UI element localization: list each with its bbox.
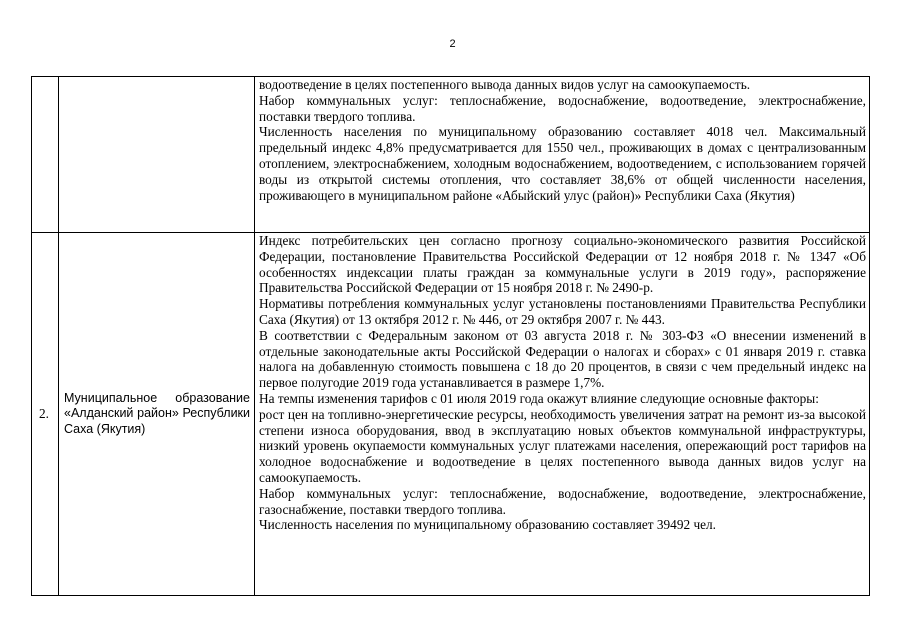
description-paragraph: водоотведение в целях постепенного вывода данных видов услуг на самоокупаемость. xyxy=(259,77,751,92)
municipality-cell xyxy=(59,233,255,596)
description-cell xyxy=(255,233,870,596)
description-paragraph: На темпы изменения тарифов с 01 июля 2019 года окажут влияние следующие основные факторы: xyxy=(259,390,819,406)
description-paragraph: Нормативы потребления коммунальных услуг установлены постановлениями Правительства Республики Саха (Якутия) от 13 октября 2012 г. № 446, от 29 октября 2007 г. № 443. xyxy=(259,296,866,327)
description-paragraph: Набор коммунальных услуг: теплоснабжение, водоснабжение, водоотведение, электроснабжение, газоснабжение, поставки твердого топлива. xyxy=(259,485,866,517)
description-paragraph: Численность населения по муниципальному образованию составляет 4018 чел. Максимальный предельный индекс 4,8% предусматривается для 1550 чел., проживающих в домах с централизованным отоплением, электроснабжением, холодным водоснабжением, водоотведением, с использованием горячей воды из открытой системы отопления, что составляет 38,6% от общей численности населения, проживающего в муниципальном районе «Абыйский улус (район)» Республики Саха (Якутия) xyxy=(259,124,866,203)
description-paragraph: рост цен на топливно-энергетические ресурсы, необходимость увеличения затрат на ремонт из-за высокой степени износа оборудования, ввод в эксплуатацию новых объектов коммунальной инфраструктуры, низкий уровень окупаемости коммунальных услуг платежами населения, опережающий рост тарифов на холодное водоснабжение и водоотведение в целях постепенного вывода данных видов услуг на самоокупаемость. xyxy=(259,406,866,485)
row-number-cell xyxy=(32,77,59,233)
tariff-table xyxy=(31,76,870,596)
description-cell xyxy=(255,77,870,233)
table-row xyxy=(32,77,870,233)
municipality-name: Муниципальное образование «Алданский район» Республики Саха (Якутия) xyxy=(64,390,250,436)
description-paragraph: Численность населения по муниципальному образованию составляет 39492 чел. xyxy=(259,517,716,533)
description-paragraph: Набор коммунальных услуг: теплоснабжение, водоснабжение, водоотведение, электроснабжение, поставки твердого топлива. xyxy=(259,92,866,124)
description-paragraph: В соответствии с Федеральным законом от 03 августа 2018 г. № 303-ФЗ «О внесении изменений в отдельные законодательные акты Российской Федерации о налогах и сборах» с 01 января 2019 г. ставка налога на добавленную стоимость повышена с 18 до 20 процентов, в связи с чем предельный индекс на первое полугодие 2019 года устанавливается в размере 1,7%. xyxy=(259,327,866,391)
page-number: 2 xyxy=(449,38,456,50)
table-row xyxy=(32,233,870,596)
row-number-cell: 2. xyxy=(32,233,59,596)
description-paragraph: Индекс потребительских цен согласно прогнозу социально-экономического развития Российской Федерации, постановление Правительства Российской Федерации от 12 ноября 2018 г. № 1347 «Об особенностях индексации платы граждан за коммунальные услуги в 2019 году», распоряжение Правительства Российской Федерации от 15 ноября 2018 г. № 2490-р. xyxy=(259,233,866,296)
municipality-cell xyxy=(59,77,255,233)
